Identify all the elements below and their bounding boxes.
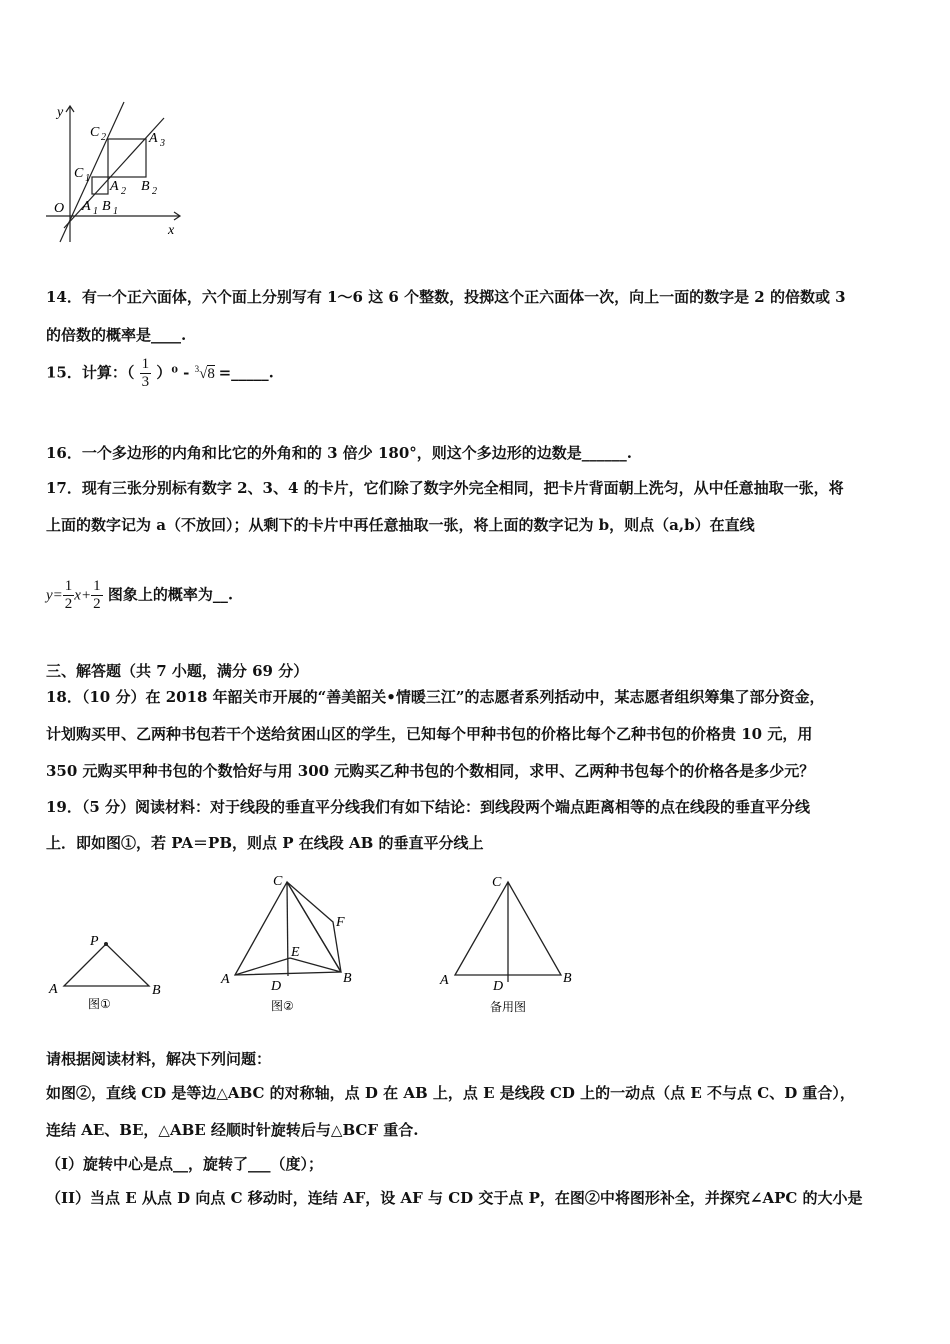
fig3-c-label: C: [492, 875, 502, 890]
coordinate-squares-figure: [40, 96, 190, 246]
c1-sub: 1: [85, 173, 90, 184]
eq-frac2: [91, 578, 103, 613]
fig3-d-label: D: [493, 979, 504, 994]
figure-2: [215, 870, 375, 1020]
q15-cube-root: [194, 363, 219, 382]
b2-label: B: [141, 179, 150, 194]
fig2-b-label: B: [343, 971, 352, 986]
q19-part1: （I）旋转中心是点__，旋转了___（度）；: [46, 1155, 324, 1173]
c2-label: C: [90, 125, 100, 140]
origin-label: O: [54, 201, 65, 216]
eq-frac1: [63, 578, 75, 613]
q18-line1: 18．（10 分）在 2018 年韶关市开展的“善美韶关•情暖三江”的志愿者系列括动中，某志愿者组织筹集了部分资金，: [46, 688, 825, 706]
a3-sub: 3: [160, 138, 165, 149]
q17-line3: [46, 578, 233, 613]
fig2-f-label: F: [336, 915, 345, 930]
fig1-p-label: P: [90, 934, 99, 949]
eq-plus: +: [80, 587, 92, 604]
q15-den: 3: [141, 374, 150, 390]
q19-line2: 上．即如图①，若 PA＝PB，则点 P 在线段 AB 的垂直平分线上: [46, 834, 484, 852]
figure-1: [44, 930, 174, 1015]
eq-x: x: [74, 587, 81, 604]
fig2-d-label: D: [271, 979, 282, 994]
q15-radicand: 8: [207, 365, 215, 382]
fig3-caption: 备用图: [490, 1000, 527, 1014]
fig2-caption: 图②: [271, 999, 294, 1013]
c1-label: C: [74, 166, 84, 181]
q18-line2: 计划购买甲、乙两种书包若干个送给贫困山区的学生，已知每个甲种书包的价格比每个乙种书包的价格贵 10 元，用: [46, 725, 813, 743]
q19-prompt: 请根据阅读材料，解决下列问题：: [46, 1050, 272, 1068]
fig1-caption: 图①: [88, 997, 111, 1011]
c2-sub: 2: [101, 132, 106, 143]
fig2-a-label: A: [221, 972, 230, 987]
q14-line2: 的倍数的概率是____.: [46, 326, 187, 344]
fig1-b-label: B: [152, 983, 161, 998]
a1-label: A: [82, 199, 91, 214]
q17-line1: 17．现有三张分别标有数字 2、3、4 的卡片，它们除了数字外完全相同，把卡片背面朝上洗匀，从中任意抽取一张，将: [46, 479, 844, 497]
q15-fraction: [140, 356, 152, 391]
x-axis-label: x: [168, 223, 175, 238]
a2-sub: 2: [121, 186, 126, 197]
q15-suffix: =_____.: [218, 363, 274, 382]
q15-line: [46, 356, 274, 391]
q19-para1: 如图②，直线 CD 是等边△ABC 的对称轴，点 D 在 AB 上，点 E 是线段 CD 上的一动点（点 E 不与点 C、D 重合），: [46, 1084, 855, 1102]
q15-prefix: 15．计算：（: [46, 363, 135, 382]
q17-line2: 上面的数字记为 a（不放回）；从剩下的卡片中再任意抽取一张，将上面的数字记为 b，则点（a,b）在直线: [46, 516, 755, 534]
fig2-e-label: E: [291, 945, 300, 960]
b1-label: B: [102, 199, 111, 214]
a3-label: A: [149, 131, 158, 146]
fig3-a-label: A: [440, 973, 449, 988]
q15-root-index: 3: [194, 363, 200, 374]
q18-line3: 350 元购买甲种书包的个数恰好与用 300 元购买乙种书包的个数相同，求甲、乙两种书包每个的价格各是多少元？: [46, 762, 815, 780]
a1-sub: 1: [93, 206, 98, 217]
b2-sub: 2: [152, 186, 157, 197]
a2-label: A: [110, 179, 119, 194]
radical-icon: √: [199, 365, 208, 382]
eq-equals: =: [52, 587, 63, 604]
q19-para2: 连结 AE、BE，△ABE 经顺时针旋转后与△BCF 重合.: [46, 1121, 419, 1139]
eq-frac2-den: 2: [93, 596, 101, 612]
y-axis-label: y: [57, 105, 64, 120]
q14-line1: 14．有一个正六面体，六个面上分别写有 1～6 这 6 个整数，投掷这个正六面体一次，向上一面的数字是 2 的倍数或 3: [46, 288, 846, 306]
eq-frac2-num: 1: [93, 578, 101, 594]
figure-backup: [435, 870, 585, 1020]
q16-line: 16．一个多边形的内角和比它的外角和的 3 倍少 180°，则这个多边形的边数是______.: [46, 444, 633, 462]
q19-part2: （II）当点 E 从点 D 向点 C 移动时，连结 AF，设 AF 与 CD 交于点 P，在图②中将图形补全，并探究∠APC 的大小是: [46, 1189, 863, 1207]
eq-y: y: [46, 587, 53, 604]
section-title: 三、解答题（共 7 小题，满分 69 分）: [46, 662, 309, 680]
eq-frac1-den: 2: [64, 596, 73, 612]
b1-sub: 1: [113, 206, 118, 217]
eq-frac1-num: 1: [64, 578, 73, 594]
q15-num: 1: [141, 356, 150, 372]
fig1-a-label: A: [49, 982, 58, 997]
q17-tail: 图象上的概率为__.: [107, 585, 234, 604]
fig2-c-label: C: [273, 874, 283, 889]
q19-line1: 19．（5 分）阅读材料：对于线段的垂直平分线我们有如下结论：到线段两个端点距离相等的点在线段的垂直平分线: [46, 798, 811, 816]
fig3-b-label: B: [563, 971, 572, 986]
q15-mid: ）⁰ -: [156, 363, 190, 382]
